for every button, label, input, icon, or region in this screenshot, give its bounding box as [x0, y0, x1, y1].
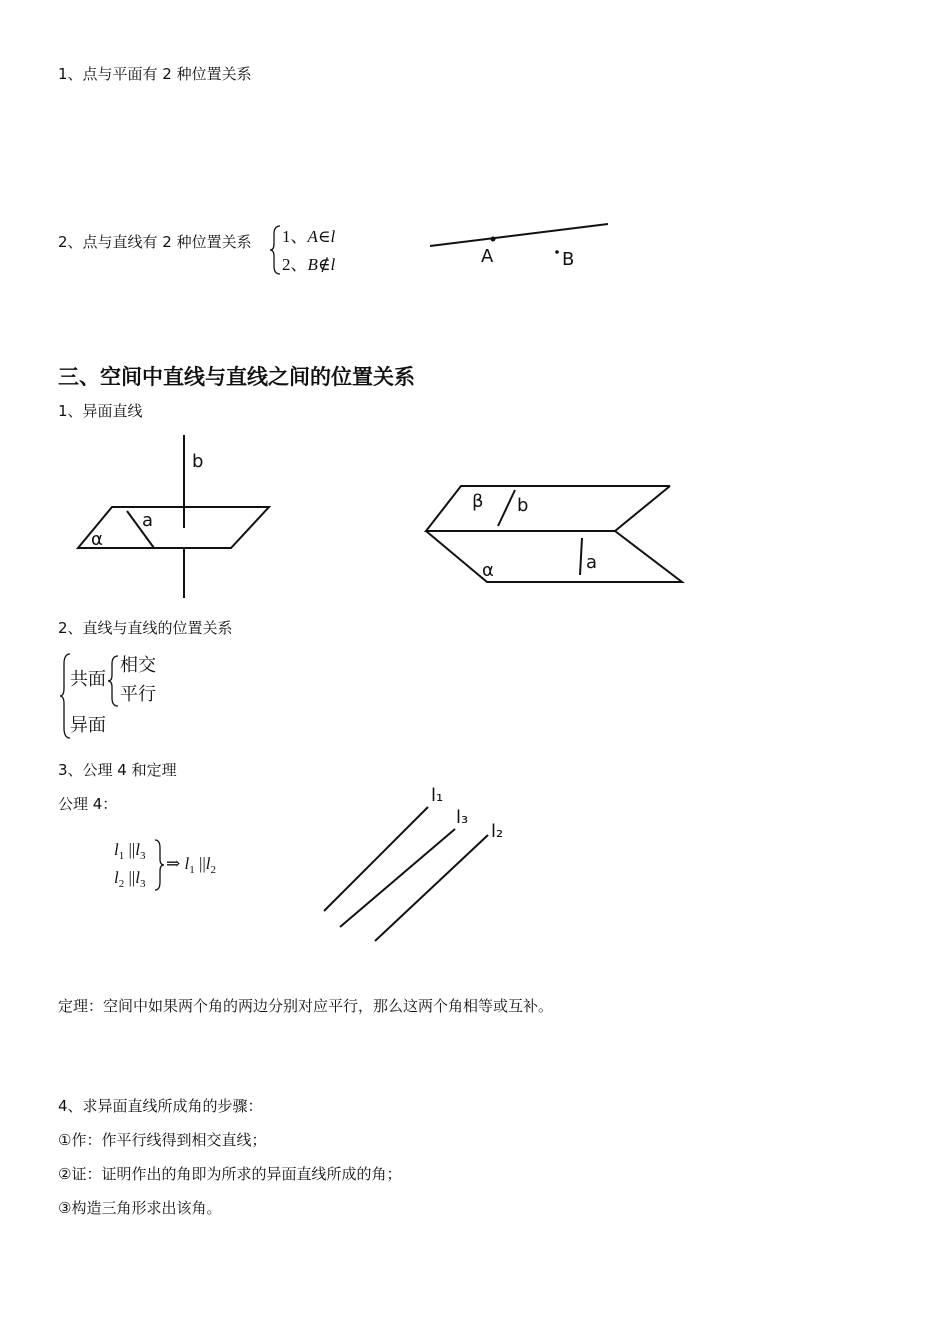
- left-brace: [270, 224, 282, 276]
- label-b: B: [562, 249, 575, 270]
- tree-intersect: 相交: [120, 655, 156, 676]
- inner-brace: [108, 654, 120, 708]
- label-l1: l₁: [431, 785, 444, 806]
- step-3: ③构造三角形求出该角。: [58, 1199, 222, 1217]
- parallel-symbol: ||: [198, 854, 206, 873]
- label-b: b: [192, 451, 204, 472]
- case-2-number: 2、: [282, 255, 308, 274]
- var-l: l: [205, 854, 211, 873]
- var-l: l: [135, 840, 141, 859]
- label-a: a: [586, 552, 598, 573]
- tree-coplanar: 共面: [70, 669, 106, 690]
- skew-lines-heading: 1、异面直线: [58, 402, 143, 420]
- section-3-title: 三、空间中直线与直线之间的位置关系: [58, 365, 415, 389]
- var-l: l: [135, 868, 141, 887]
- plane-alpha: [426, 531, 682, 582]
- point-line-case-2: [282, 254, 335, 276]
- theorem: 定理：空间中如果两个角的两边分别对应平行，那么这两个角相等或互补。: [58, 997, 554, 1015]
- point-b: [555, 250, 559, 254]
- line-l: [430, 224, 608, 246]
- label-l2: l₂: [491, 821, 504, 842]
- label-a: A: [481, 246, 494, 267]
- sub-1: 1: [189, 864, 195, 876]
- axiom-premise-1: [114, 839, 146, 867]
- line-b: [498, 490, 515, 526]
- label-alpha: α: [482, 560, 494, 581]
- line-relation-heading: 2、直线与直线的位置关系: [58, 619, 233, 637]
- point-line-figure: [420, 215, 620, 275]
- label-a: a: [142, 510, 154, 531]
- skew-lines-figure-1: [75, 430, 275, 600]
- step-1: ①作：作平行线得到相交直线；: [58, 1131, 267, 1149]
- point-a: [491, 237, 496, 242]
- var-l: l: [184, 854, 190, 873]
- right-brace: [154, 838, 164, 892]
- case-1-number: 1、: [282, 227, 308, 246]
- steps-heading: 4、求异面直线所成角的步骤：: [58, 1097, 263, 1115]
- sub-3: 3: [140, 878, 146, 890]
- implies-symbol: ⇒: [166, 854, 181, 873]
- skew-lines-figure-2: [420, 478, 690, 588]
- point-line-heading: 2、点与直线有 2 种位置关系: [58, 233, 252, 251]
- parallel-lines-figure: [318, 775, 528, 945]
- label-beta: β: [472, 491, 484, 512]
- point-line-case-1: [282, 226, 335, 248]
- var-l: l: [114, 868, 119, 887]
- line-l2: [375, 835, 488, 941]
- line-a: [580, 538, 582, 575]
- plane-beta-right-edge: [615, 486, 670, 531]
- sub-1: 1: [118, 850, 125, 862]
- var-l: l: [114, 840, 119, 859]
- plane-beta: [426, 486, 670, 531]
- plane-alpha: [78, 507, 269, 548]
- sub-2: 2: [210, 864, 217, 876]
- case-2-expression: B∉l: [307, 255, 336, 274]
- step-2: ②证：证明作出的角即为所求的异面直线所成的角；: [58, 1165, 402, 1183]
- sub-3: 3: [140, 850, 146, 862]
- axiom-conclusion: [166, 853, 216, 881]
- parallel-symbol: ||: [128, 868, 136, 887]
- parallel-symbol: ||: [128, 840, 136, 859]
- label-l3: l₃: [456, 807, 469, 828]
- sub-2: 2: [118, 878, 125, 890]
- tree-skew: 异面: [70, 715, 106, 736]
- label-alpha: α: [91, 529, 103, 550]
- case-1-expression: A∈l: [307, 227, 336, 246]
- point-plane-heading: 1、点与平面有 2 种位置关系: [58, 65, 252, 83]
- label-b: b: [517, 495, 529, 516]
- axiom-premise-2: [114, 867, 146, 895]
- axiom-heading: 3、公理 4 和定理: [58, 761, 177, 779]
- tree-parallel: 平行: [120, 684, 156, 705]
- axiom-label: 公理 4：: [58, 795, 118, 813]
